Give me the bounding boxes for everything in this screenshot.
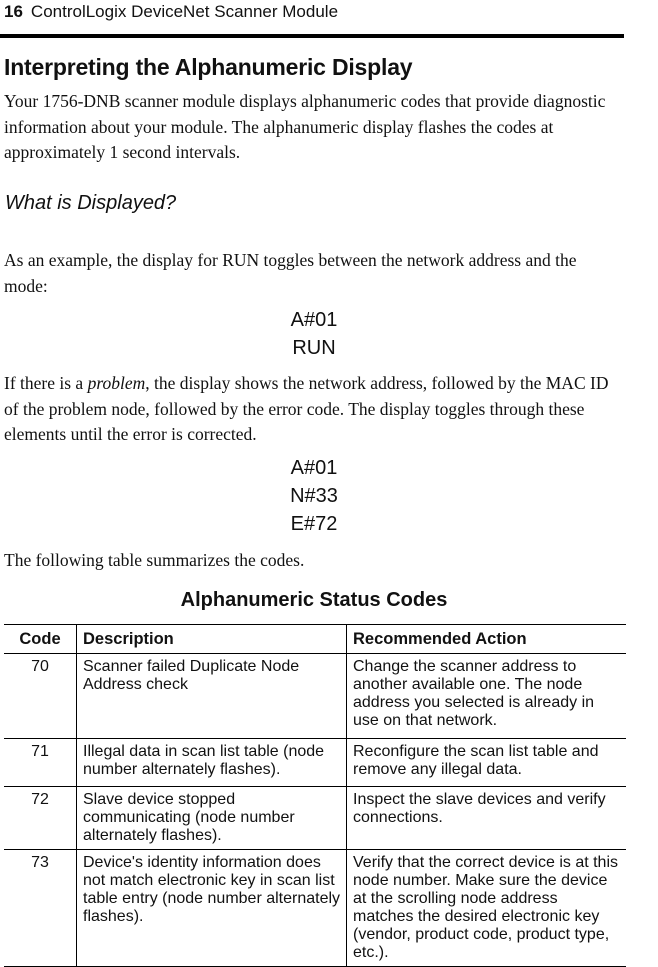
- row-action: Verify that the correct device is at this node number. Make sure the device at the scrolling node address matches the desired electronic key (vendor, product code, product type, etc.).: [347, 850, 627, 967]
- row-code: 70: [4, 654, 77, 739]
- subsection-title: What is Displayed?: [5, 192, 177, 214]
- problem-text-emphasis: problem: [87, 373, 146, 393]
- example-code-1: A#01: [290, 309, 338, 331]
- row-code: 72: [4, 787, 77, 850]
- example-paragraph: As an example, the display for RUN toggles between the network address and the mode:: [4, 250, 577, 296]
- running-header: [4, 2, 338, 22]
- table-row: [4, 850, 626, 967]
- header-code: Code: [4, 625, 77, 654]
- row-action: Change the scanner address to another available one. The node address you selected is already in use on that network.: [347, 654, 627, 739]
- summary-paragraph: The following table summarizes the codes.: [4, 550, 305, 570]
- row-code: 73: [4, 850, 77, 967]
- header-rule: [0, 34, 624, 38]
- table-row: [4, 654, 626, 739]
- row-description: Device's identity information does not match electronic key in scan list table entry (node number alternately flashes).: [77, 850, 347, 967]
- row-action: Reconfigure the scan list table and remove any illegal data.: [347, 739, 627, 787]
- problem-code-2: N#33: [290, 485, 338, 507]
- header-recommended-action: Recommended Action: [347, 625, 627, 654]
- running-title: ControlLogix DeviceNet Scanner Module: [30, 2, 339, 21]
- page-number: 16: [4, 2, 23, 21]
- row-description: Slave device stopped communicating (node number alternately flashes).: [77, 787, 347, 850]
- table-row: [4, 787, 626, 850]
- problem-code-3: E#72: [290, 513, 338, 535]
- example-code-2: RUN: [292, 337, 336, 359]
- problem-text-before: If there is a: [4, 373, 88, 393]
- intro-paragraph: Your 1756-DNB scanner module displays alphanumeric codes that provide diagnostic information about your module. The alphanumeric display flashes the codes at approximately 1 second intervals.: [4, 91, 606, 162]
- section-title: Interpreting the Alphanumeric Display: [4, 54, 413, 80]
- table-header-row: [4, 625, 626, 654]
- header-description: Description: [77, 625, 347, 654]
- table-caption: Alphanumeric Status Codes: [180, 589, 448, 611]
- table-row: [4, 739, 626, 787]
- row-description: Scanner failed Duplicate Node Address check: [77, 654, 347, 739]
- row-action: Inspect the slave devices and verify connections.: [347, 787, 627, 850]
- row-description: Illegal data in scan list table (node number alternately flashes).: [77, 739, 347, 787]
- row-code: 71: [4, 739, 77, 787]
- problem-code-1: A#01: [290, 457, 338, 479]
- problem-text-after: , the display shows the network address, followed by the MAC ID of the problem node, followed by the error code. The display toggles through these elements until the error is corrected.: [4, 373, 609, 444]
- problem-paragraph: [4, 371, 624, 448]
- status-codes-table: [4, 624, 626, 967]
